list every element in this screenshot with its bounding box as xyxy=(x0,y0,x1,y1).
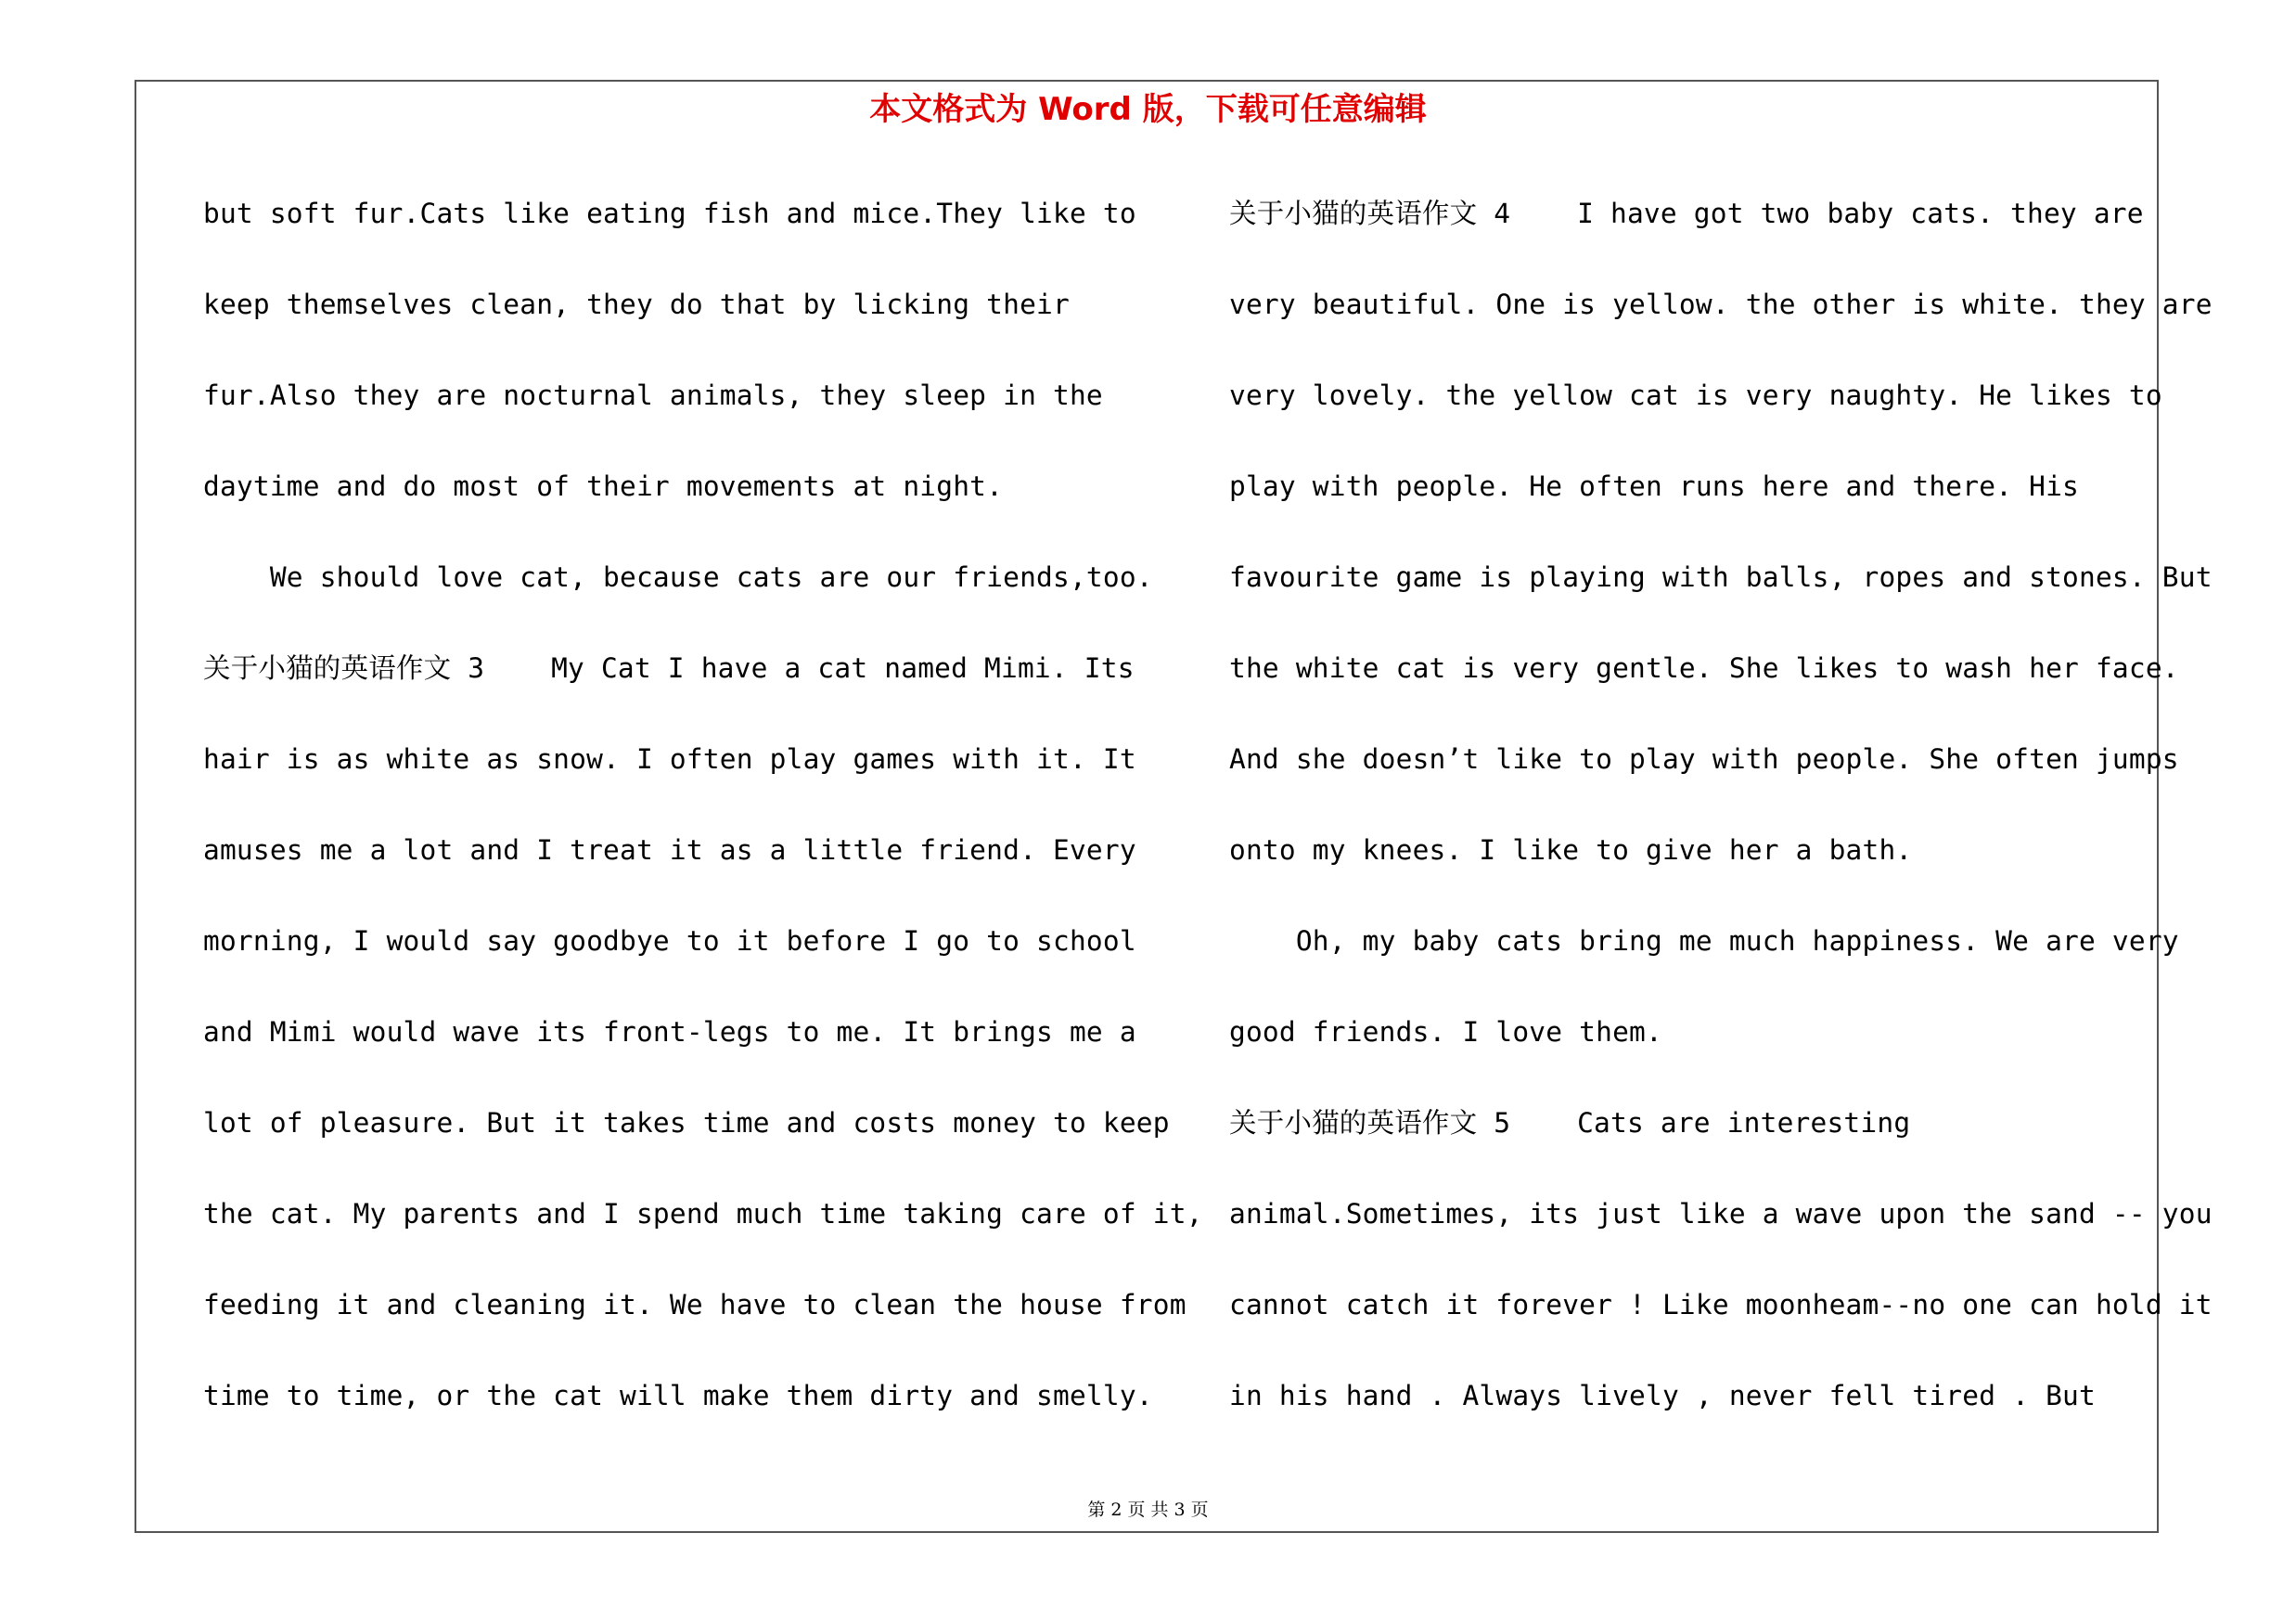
text-line: and Mimi would wave its front-legs to me. It brings me a xyxy=(203,1016,1136,1048)
text-line: daytime and do most of their movements at night. xyxy=(203,470,1004,502)
text-line: 关于小猫的英语作文 4 I have got two baby cats. they are xyxy=(1229,198,2144,229)
text-line: play with people. He often runs here and there. His xyxy=(1229,470,2079,502)
text-line: very beautiful. One is yellow. the other is white. they are xyxy=(1229,289,2213,320)
text-line: cannot catch it forever ! Like moonheam--no one can hold it xyxy=(1229,1289,2213,1320)
text-line: in his hand . Always lively , never fell tired . But xyxy=(1229,1380,2096,1411)
text-line: morning, I would say goodbye to it before I go to school xyxy=(203,925,1136,957)
text-line: Oh, my baby cats bring me much happiness. We are very xyxy=(1229,925,2179,957)
text-line: And she doesn’t like to play with people. She often jumps xyxy=(1229,743,2179,775)
left-column xyxy=(203,186,1203,1459)
text-line: keep themselves clean, they do that by licking their xyxy=(203,289,1070,320)
right-column xyxy=(1229,186,2213,1459)
text-line: hair is as white as snow. I often play games with it. It xyxy=(203,743,1136,775)
text-line: favourite game is playing with balls, ropes and stones. But xyxy=(1229,561,2213,593)
text-line: animal.Sometimes, its just like a wave upon the sand -- you xyxy=(1229,1198,2213,1230)
text-line: fur.Also they are nocturnal animals, they sleep in the xyxy=(203,380,1103,411)
page-number: 第 2 页 共 3 页 xyxy=(1087,1500,1209,1520)
text-line: amuses me a lot and I treat it as a little friend. Every xyxy=(203,834,1136,866)
document-header: 本文格式为 Word 版，下载可任意编辑 xyxy=(869,91,1427,128)
text-line: time to time, or the cat will make them dirty and smelly. xyxy=(203,1380,1153,1411)
text-line: the white cat is very gentle. She likes to wash her face. xyxy=(1229,652,2179,684)
text-line: feeding it and cleaning it. We have to clean the house from xyxy=(203,1289,1186,1320)
text-line: lot of pleasure. But it takes time and costs money to keep xyxy=(203,1107,1170,1139)
text-line: good friends. I love them. xyxy=(1229,1016,1662,1048)
text-line: 关于小猫的英语作文 5 Cats are interesting xyxy=(1229,1107,1911,1139)
text-line: the cat. My parents and I spend much time taking care of it, xyxy=(203,1198,1203,1230)
text-line: but soft fur.Cats like eating fish and mice.They like to xyxy=(203,198,1136,229)
text-line: onto my knees. I like to give her a bath. xyxy=(1229,834,1913,866)
text-line: We should love cat, because cats are our friends,too. xyxy=(203,561,1153,593)
text-line: very lovely. the yellow cat is very naughty. He likes to xyxy=(1229,380,2162,411)
text-line: 关于小猫的英语作文 3 My Cat I have a cat named Mimi. Its xyxy=(203,652,1135,684)
